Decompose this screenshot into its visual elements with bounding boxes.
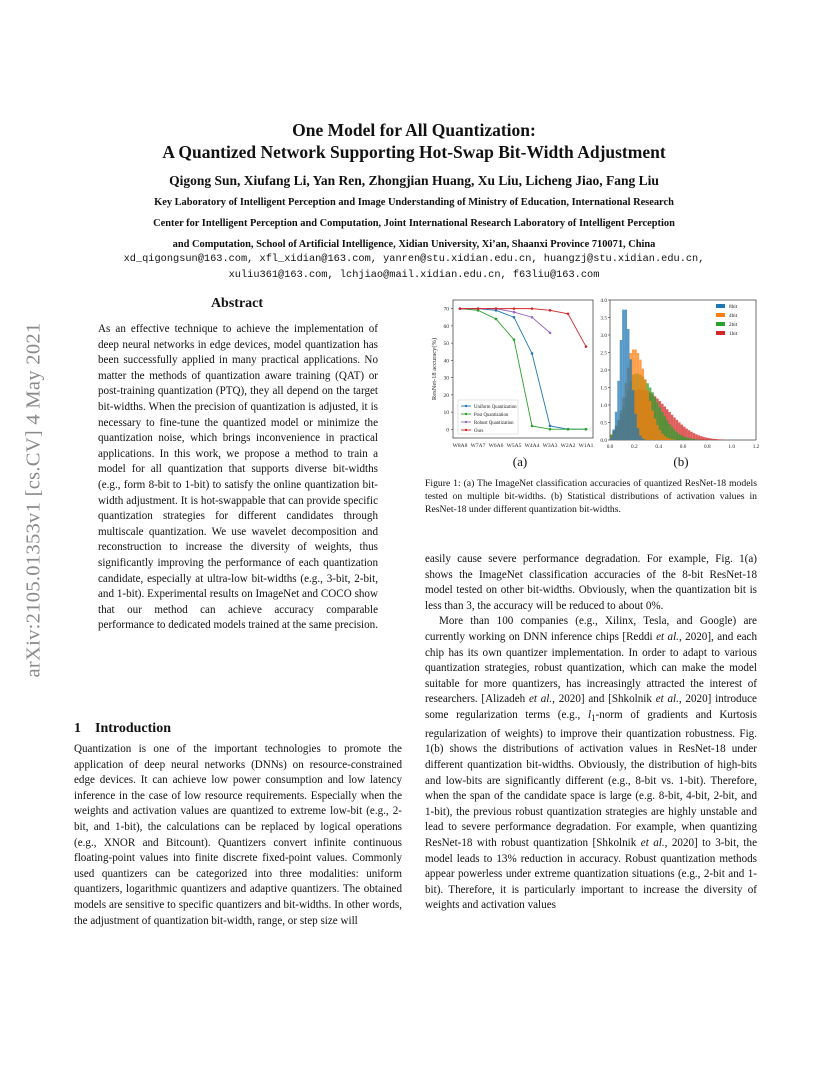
histogram-bar (634, 414, 636, 440)
histogram-bar (695, 439, 697, 440)
section-heading (74, 721, 171, 737)
y-tick-label: 20 (443, 392, 449, 399)
data-point (549, 331, 552, 334)
histogram-bar (678, 434, 680, 440)
histogram-bar (637, 428, 639, 440)
histogram-bar (668, 439, 670, 440)
data-point (477, 307, 480, 310)
x-tick-label: 0.2 (631, 444, 638, 450)
email-line1: xd_qigongsun@163.com, xfl_xidian@163.com, yanren@stu.xidian.edu.cn, huangzj@stu.xidian.edu.cn, (123, 253, 705, 265)
email-line2: xuliu361@163.com, lchjiao@mail.xidian.edu.cn, f63liu@163.com (228, 269, 600, 281)
right-column-text (425, 552, 757, 914)
x-tick-label: 1.2 (752, 444, 760, 450)
histogram-bar (673, 430, 675, 440)
legend-swatch (716, 313, 725, 317)
histogram-bar (615, 412, 617, 440)
y-tick-label: 0.0 (600, 438, 607, 444)
histogram-bar (668, 424, 670, 440)
abstract-text: As an effective technique to achieve the implementation of deep neural networks in edge devices, model quantization has been successfully applied in many practical applications. No matter the methods of quantization aware training (QAT) or post-training quantization (PTQ), they all depend on the target bit-widths. When the precision of quantization is adjusted, it is necessary to fine-tune the quantized model or minimize the quantization noise, which brings inconvenience in practical applications. In this work, we propose a method to train a model for all quantization that supports diverse bit-widths (e.g., form 8-bit to 1-bit) to satisfy the online quantization bit-width adjustment. It is hot-swappable that can provide specific quantization strategies for different candidates through multiscale quantization. We use wavelet decomposition and reconstruction to increase the diversity of weights, thus significantly improving the performance of each quantization candidate, especially at ultra-low bit-widths (e.g., 3-bit, 2-bit, and 1-bit). Experimental results on ImageNet and COCO show that our method can achieve accuracy comparable performance to dedicated models trained at the same precision. (98, 323, 379, 632)
legend-label: Ours (474, 429, 484, 434)
y-tick-label: 2.5 (600, 350, 607, 357)
data-point (549, 425, 552, 428)
histogram-bar (659, 430, 661, 440)
introduction-text: Quantization is one of the important technologies to promote the application of deep neural networks (DNNs) on resource-constrained edge devices. It can achieve low power consumption and low latency inference in the case of low resource requirements. Especially when the weights and activation values are quantized to extreme low-bit (e.g., 2-bit, and 1-bit), the calculations can be replaced by logical operations (e.g., XNOR and Bitcount). Quantizers convert infinite continuous floating-point values into finite discrete fixed-point values. Commonly used quantizers can be categorized into three modalities: uniform quantizers, logarithmic quantizers and adaptive quantizers. The obtained models are sensitive to specific quantizers and bit-widths. In other words, the adjustment of quantization bit-width, range, or step size will (74, 743, 402, 927)
legend-label: 2bit (729, 322, 738, 328)
histogram-bar (625, 310, 627, 440)
histogram-bar (712, 439, 714, 440)
paragraph-1: easily cause severe performance degradation. For example, Fig. 1(a) shows the ImageNet classification accuracies of the 8-bit ResNet-18 model tested on other bit-widths. Obviously, when the quantization bit is less than 3, the accuracy will be reduced to about 0%. (425, 553, 757, 612)
x-tick-label: 1.0 (728, 444, 735, 450)
legend-marker (465, 429, 467, 431)
section-number: 1 (74, 721, 81, 736)
histogram-bar (688, 438, 690, 440)
histogram-bar (685, 438, 687, 440)
affiliation-line2: Center for Intelligent Perception and Computation, Joint International Research Laboratory of Intelligent Perception (153, 218, 675, 229)
subfigure-label-a: (a) (512, 454, 528, 469)
data-point (549, 309, 552, 312)
data-point (585, 428, 588, 431)
y-tick-label: 0 (446, 427, 449, 434)
legend-label: Robust Quantization (474, 421, 514, 426)
y-tick-label: 70 (443, 306, 449, 313)
paper-title-line1: One Model for All Quantization: (292, 120, 536, 140)
data-point (531, 307, 534, 310)
legend-swatch (716, 331, 725, 335)
histogram-bar (642, 369, 644, 440)
histogram-bar (693, 439, 695, 440)
legend-label: Uniform Quantization (474, 405, 517, 410)
affiliation-line3: and Computation, School of Artificial Intelligence, Xidian University, Xi’an, Shaanxi Province 710071, China (172, 239, 656, 250)
y-tick-label: 4.0 (600, 298, 607, 304)
legend-label: Post Quantization (474, 413, 509, 418)
y-tick-label: 30 (443, 375, 449, 382)
y-tick-label: 50 (443, 341, 449, 348)
affiliation (60, 192, 768, 255)
histogram-bar (698, 435, 700, 440)
x-tick-label: W5A5 (506, 443, 522, 449)
data-point (531, 425, 534, 428)
data-point (531, 352, 534, 355)
data-point (513, 311, 516, 314)
legend-swatch (716, 322, 725, 326)
histogram-bar (666, 438, 668, 440)
y-tick-label: 60 (443, 323, 449, 330)
histogram-bar (622, 310, 624, 440)
y-tick-label: 3.5 (600, 315, 607, 322)
histogram-bar (620, 340, 622, 440)
x-tick-label: 0.4 (655, 444, 662, 450)
histogram-bar (710, 438, 712, 440)
x-tick-label: 0.6 (679, 444, 687, 450)
x-tick-label: 0.0 (606, 444, 614, 450)
histogram-bar (720, 439, 722, 440)
legend-label: 8bit (729, 304, 738, 310)
histogram-bar (649, 401, 651, 440)
legend-marker (465, 405, 467, 407)
legend-label: 4bit (729, 313, 738, 319)
data-point (567, 313, 570, 316)
data-point (531, 316, 534, 319)
subfigure-label-b: (b) (673, 454, 689, 469)
data-point (459, 307, 462, 310)
histogram-bar (637, 353, 639, 440)
y-tick-label: 2.0 (600, 368, 607, 374)
data-point (495, 318, 498, 321)
histogram-bar (642, 439, 644, 440)
x-tick-label: W1A1 (578, 443, 594, 449)
x-tick-label: W8A8 (452, 443, 468, 449)
histogram-bar (693, 433, 695, 440)
y-tick-label: 0.5 (600, 420, 607, 427)
histogram-bar (632, 390, 634, 440)
x-tick-label: W4A4 (524, 443, 540, 449)
histogram-bar (610, 437, 612, 440)
legend-swatch (716, 304, 725, 308)
data-point (513, 316, 516, 319)
histogram-bar (705, 438, 707, 440)
histogram-bar (656, 425, 658, 440)
data-point (585, 345, 588, 348)
histogram-bar (661, 434, 663, 440)
histogram-bar (651, 410, 653, 440)
histogram-bar (700, 436, 702, 440)
histogram-bar (676, 432, 678, 440)
paper-title-line2: A Quantized Network Supporting Hot-Swap Bit-Width Adjustment (162, 142, 666, 162)
x-tick-label: W3A3 (542, 443, 558, 449)
y-tick-label: 1.5 (600, 385, 607, 392)
histogram-bar (644, 379, 646, 440)
histogram-bar (617, 381, 619, 440)
histogram-bar (695, 434, 697, 440)
x-tick-label: 0.8 (704, 444, 711, 450)
x-tick-label: W7A7 (470, 443, 486, 449)
y-axis-label: ResNet-18 accuracy(%) (431, 337, 438, 401)
histogram-bar (647, 390, 649, 440)
legend-label: 1bit (729, 331, 738, 337)
histogram-bar (627, 329, 629, 440)
histogram-bar (654, 419, 656, 440)
figure-caption: Figure 1: (a) The ImageNet classification accuracies of quantized ResNet-18 models tested on multiple bit-widths. (b) Statistical distributions of activation values in ResNet-18 under different quantization bit-widths. (425, 478, 757, 515)
data-point (549, 428, 552, 431)
x-tick-label: W2A2 (560, 443, 576, 449)
data-point (513, 307, 516, 310)
chart-a (431, 300, 594, 469)
y-tick-label: 1.0 (600, 403, 607, 409)
histogram-bar (639, 435, 641, 440)
figure-1 (418, 290, 768, 472)
data-point (513, 338, 516, 341)
x-tick-label: W6A6 (488, 443, 504, 449)
arxiv-stamp (14, 290, 54, 710)
legend-marker (465, 421, 467, 423)
histogram-bar (707, 438, 709, 440)
author-list: Qigong Sun, Xiufang Li, Yan Ren, Zhongjian Huang, Xu Liu, Licheng Jiao, Fang Liu (169, 173, 659, 188)
histogram-bar (681, 435, 683, 440)
histogram-bar (666, 420, 668, 440)
data-point (567, 428, 570, 431)
histogram-bar (639, 360, 641, 440)
histogram-bar (671, 439, 673, 440)
section-title: Introduction (95, 721, 171, 736)
histogram-bar (671, 427, 673, 440)
email-list (40, 251, 788, 283)
histogram-bar (702, 437, 704, 440)
histogram-bar (717, 439, 719, 440)
histogram-bar (715, 439, 717, 440)
y-tick-label: 3.0 (600, 333, 607, 339)
histogram-bar (690, 439, 692, 440)
data-point (495, 307, 498, 310)
histogram-bar (683, 437, 685, 440)
histogram-bar (612, 429, 614, 440)
abstract-heading: Abstract (210, 296, 264, 311)
arxiv-id: arXiv:2105.01353v1 [cs.CV] 4 May 2021 (22, 322, 45, 678)
chart-b (600, 298, 759, 469)
y-tick-label: 40 (443, 358, 449, 365)
y-tick-label: 10 (443, 410, 449, 417)
histogram-bar (664, 436, 666, 440)
histogram-bar (629, 359, 631, 440)
paragraph-2: More than 100 companies (e.g., Xilinx, Tesla, and Google) are currently working on DNN inference chips [Reddi et al., 2020], and each chip has its own quantizer implementation. In order to adapt to various quantization strategies, robust quantization, which can make the model suitable for more quantizers, has increasingly attracted the interest of researchers. [Alizadeh et al., 2020] and [Shkolnik et al., 2020] introduce some regularization terms (e.g., $l_1$-norm of gradients and Kurtosis regularization of weights) to improve their quantization robustness. Fig. 1(b) shows the distributions of activation values in ResNet-18 under different quantization bit-widths. Obviously, the distribution of high-bits and low-bits are significantly different (e.g., 8-bit vs. 1-bit). Therefore, when the span of the candidate space is large (e.g. 8-bit, 4-bit, 2-bit, and 1-bit), the previous robust quantization strategies are highly unstable and lead to severe performance degradation. For example, when quantizing ResNet-18 with robust quantization [Shkolnik et al., 2020] to 3-bit, the model leads to 13% reduction in accuracy. Robust quantization methods appear powerless under extreme quantization situations (e.g., 2-bit and 1-bit). Therefore, it is particularly important to increase the diversity of weights and activation values (425, 615, 758, 912)
legend-marker (465, 413, 467, 415)
affiliation-line1: Key Laboratory of Intelligent Perception and Image Understanding of Ministry of Education, International Research (154, 197, 674, 208)
